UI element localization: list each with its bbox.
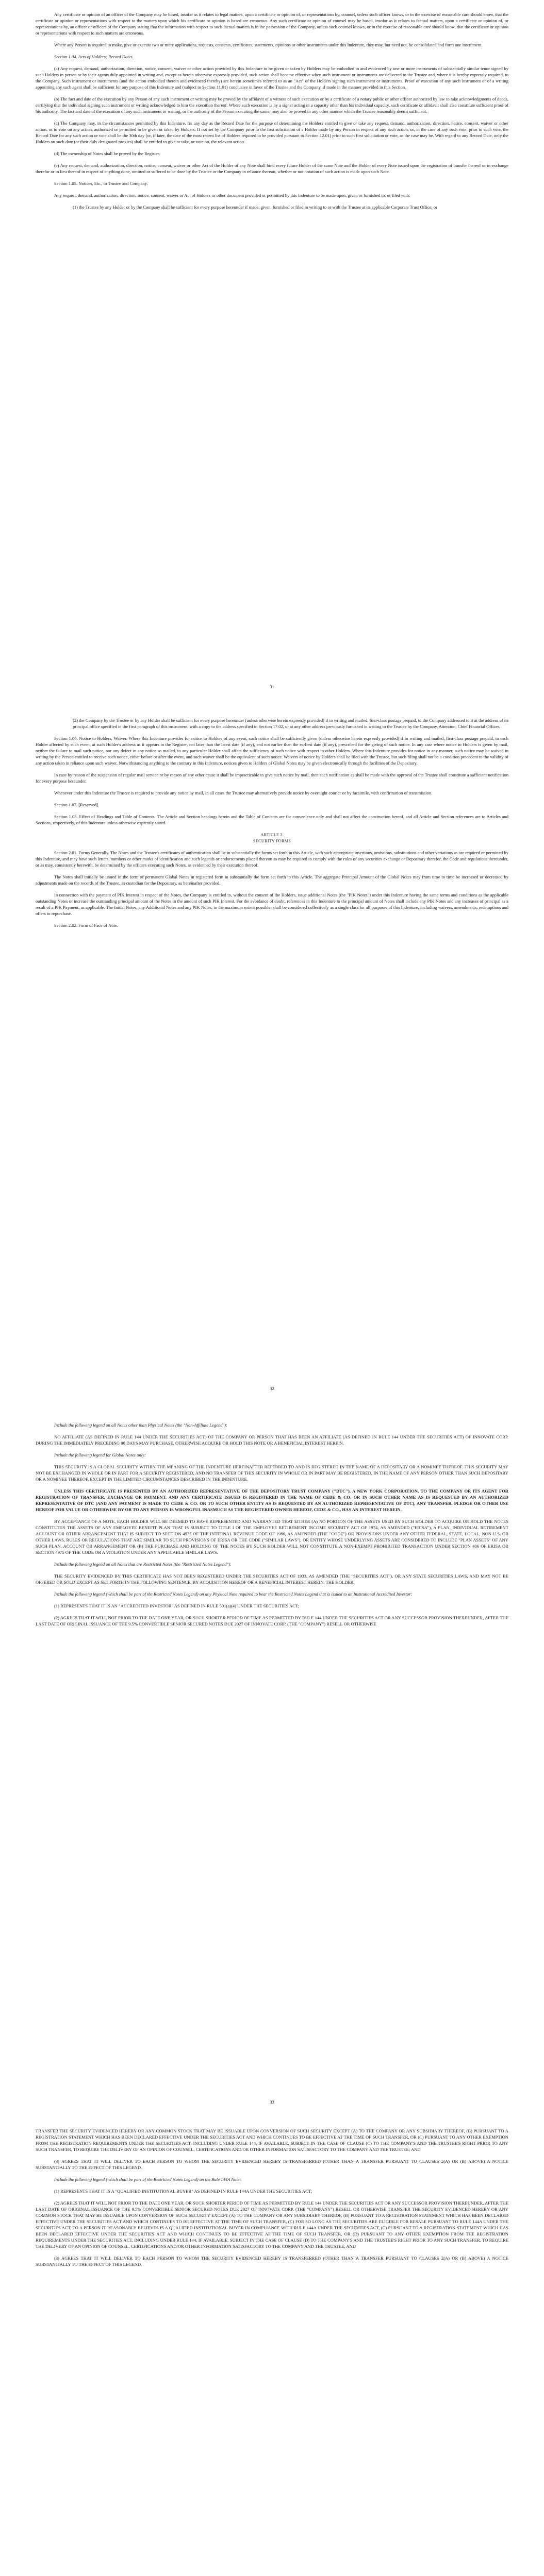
section-heading: Section 1.06. Notice to Holders; Waiver. — [54, 736, 127, 741]
paragraph: (e) Any request, demand, authorization, direction, notice, consent, waiver or other Act of the Holder of any Note shall bind every future Holder of the same Note and the Holder of every Note issued upon the registration of transfer thereof or in exchange therefor or in lieu thereof in respect of anything done, omitted or suffered to be done by the Trustee or the Company in reliance thereon, whether or not notation of such action is made upon such Note. — [36, 163, 508, 174]
legend-intro: Include the following legend for Global Notes only: — [54, 1452, 146, 1458]
list-item: (1) REPRESENTS THAT IT IS A "QUALIFIED INSTITUTIONAL BUYER" AS DEFINED IN RULE 144A UNDER THE SECURITIES ACT; — [54, 2189, 312, 2194]
page-31 — [0, 11, 544, 697]
list-item: (2) AGREES THAT IT WILL NOT PRIOR TO THE DATE ONE YEAR, OR SUCH SHORTER PERIOD OF TIME AS PERMITTED BY RULE 144 UNDER THE SECURITIES ACT OR ANY SUCCESSOR PROVISION THEREUNDER, AFTER THE LAST DATE OF ORIGINAL ISSUANCE OF THE 9.5% CONVERTIBLE SENIOR SECURED NOTES DUE 2027 OF INNOVATE CORP. (THE "COMPANY") RESELL OR OTHERWISE TRANSFER THE SECURITY EVIDENCED HEREBY OR ANY COMMON STOCK THAT MAY BE ISSUABLE UPON CONVERSION OF SUCH SECURITY EXCEPT (A) TO THE COMPANY OR ANY SUBSIDIARY THEREOF, (B) PURSUANT TO A REGISTRATION STATEMENT WHICH HAS BEEN DECLARED EFFECTIVE UNDER THE SECURITIES ACT AND WHICH CONTINUES TO BE EFFECTIVE AT THE TIME OF SUCH TRANSFER, (C) FOR SO LONG AS THE SECURITIES ARE ELIGIBLE FOR RESALE PURSUANT TO RULE 144A UNDER THE SECURITIES ACT, TO A PERSON IT REASONABLY BELIEVES IS A QUALIFIED INSTITUTIONAL BUYER IN COMPLIANCE WITH RULE 144A UNDER THE SECURITIES ACT, (C) PURSUANT TO A REGISTRATION STATEMENT WHICH HAS BEEN DECLARED EFFECTIVE UNDER THE SECURITIES ACT AND WHICH CONTINUES TO BE EFFECTIVE AT THE TIME OF SUCH TRANSFER, OR (D) PURSUANT TO ANY OTHER EXEMPTION FROM THE REGISTRATION REQUIREMENTS UNDER THE SECURITIES ACT, INCLUDING UNDER RULE 144, IF AVAILABLE, SUBJECT IN THE CASE OF CLAUSE (D) TO THE COMPANY'S AND THE TRUSTEE'S RIGHT PRIOR TO ANY SUCH TRANSFER, TO REQUIRE THE DELIVERY OF AN OPINION OF COUNSEL, CERTIFICATIONS AND/OR OTHER INFORMATION SATISFACTORY TO THE COMPANY AND THE TRUSTEE; AND — [36, 2200, 508, 2249]
list-item: (1) REPRESENTS THAT IT IS AN "ACCREDITED INVESTOR" AS DEFINED IN RULE 501(a)(4) UNDER THE SECURITIES ACT; — [54, 1603, 300, 1608]
page-34 — [0, 2128, 544, 2576]
paragraph: (c) The Company may, in the circumstances permitted by this Indenture, fix any day as the Record Date for the purpose of determining the Holders entitled to give or take any request, demand, authorization, direction, notice, consent, waiver or other action, or to vote on any action, authorized or permitted to be given or taken by Holders. If not set by the Company prior to the first solicitation of a Holder made by any Person in respect of any such action, or, in the case of any such vote, prior to such vote, the Record Date for any such action or vote shall be the 30th day (or, if later, the date of the most recent list of Holders required to be provided pursuant to Section 12.01) prior to such first solicitation or vote, as the case may be. With regard to any Record Date, only the Holders on such date (or their duly designated proxies) shall be entitled to give or take, or vote on, the relevant action. — [36, 121, 508, 144]
paragraph: The Notes shall initially be issued in the form of permanent Global Notes in registered form in substantially the form set forth in this Article. The aggregate Principal Amount of the Global Notes may from time to time be increased or decreased by adjustments made on the records of the Trustee, as custodian for the Depositary, as hereinafter provided. — [36, 874, 508, 886]
legend-intro: Include the following legend on all Notes that are Restricted Notes (the "Restricted Notes Legend"): — [54, 1562, 232, 1567]
list-item: (2) AGREES THAT IT WILL NOT PRIOR TO THE DATE ONE YEAR, OR SUCH SHORTER PERIOD OF TIME AS PERMITTED BY RULE 144 UNDER THE SECURITIES ACT OR ANY SUCCESSOR PROVISION THEREUNDER, AFTER THE LAST DATE OF ORIGINAL ISSUANCE OF THE 9.5% CONVERTIBLE SENIOR SECURED NOTES DUE 2027 OF INNOVATE CORP. (THE "COMPANY") RESELL OR OTHERWISE — [36, 1615, 508, 1626]
page-32 — [0, 717, 544, 1397]
paragraph: (d) The ownership of Notes shall be proved by the Register. — [54, 151, 160, 156]
paragraph: Section 2.02. Form of Face of Note. — [54, 923, 118, 928]
paragraph: Section 2.01. Forms Generally. The Notes and the Trustee's certificates of authentication shall be in substantially the forms set forth in this Article, with such appropriate insertions, omissions, substitutions and other variations as are required or permitted by this Indenture, and may have such letters, numbers or other marks of identification and such legends or endorsements placed thereon as may be required to comply with the rules of any securities exchange or Depositary therefor, the Code and regulations thereunder, or as may, consistently herewith, be determined by the officers executing such Notes, as evidenced by their execution thereof. — [36, 850, 508, 868]
paragraph: Any certificate or opinion of an officer of the Company may be based, insofar as it relates to legal matters, upon a certificate or opinion of, or representations by, counsel, unless such officer knows, or in the exercise of reasonable care should know, that the certificate or opinion or representations with respect to the matters upon which his certificate or opinion is based are erroneous. Any such certificate or opinion of counsel may be based, insofar as it relates to factual matters, upon a certificate or opinion of, or representations by, an officer or officers of the Company stating that the information with respect to such factual matters is in the possession of the Company, unless such counsel knows, or in the exercise of reasonable care should know, that the certificate or opinion or representations with respect to such matters are erroneous. — [36, 12, 508, 36]
section-heading: Section 1.05. Notices, Etc., to Trustee and Company. — [54, 181, 148, 186]
legend-text: NO AFFILIATE (AS DEFINED IN RULE 144 UNDER THE SECURITIES ACT) OF THE COMPANY OR PERSON THAT HAS BEEN AN AFFILIATE (AS DEFINED IN RULE 144 UNDER THE SECURITIES ACT) OF INNOVATE CORP. DURING THE IMMEDIATELY PRECEDING 90 DAYS MAY PURCHASE, OTHERWISE ACQUIRE OR HOLD THIS NOTE OR A BENEFICIAL INTEREST HEREIN. — [36, 1434, 508, 1446]
legend-intro: Include the following legend (which shall be part of the Restricted Notes Legend) on the Rule 144A Note: — [54, 2177, 241, 2182]
legend-intro: Include the following legend on all Notes other than Physical Notes (the "Non-Affiliate Legend"): — [54, 1422, 227, 1428]
legend-text: UNLESS THIS CERTIFICATE IS PRESENTED BY AN AUTHORIZED REPRESENTATIVE OF THE DEPOSITORY TRUST COMPANY ("DTC"), A NEW YORK CORPORATION, TO THE COMPANY OR ITS AGENT FOR REGISTRATION OF TRANSFER, EXCHANGE OR PAYMENT, AND ANY CERTIFICATE ISSUED IS REGISTERED IN THE NAME OF CEDE & CO. OR IN SUCH OTHER NAME AS IS REQUESTED BY AN AUTHORIZED REPRESENTATIVE OF DTC (AND ANY PAYMENT IS MADE TO CEDE & CO. OR TO SUCH OTHER ENTITY AS IS REQUESTED BY AN AUTHORIZED REPRESENTATIVE OF DTC), ANY TRANSFER, PLEDGE OR OTHER USE HEREOF FOR VALUE OR OTHERWISE BY OR TO ANY PERSON IS WRONGFUL INASMUCH AS THE REGISTERED OWNER HEREOF, CEDE & CO., HAS AN INTEREST HEREIN. — [36, 1488, 508, 1512]
list-item: (3) AGREES THAT IT WILL DELIVER TO EACH PERSON TO WHOM THE SECURITY EVIDENCED HEREBY IS TRANSFERRED (OTHER THAN A TRANSFER PURSUANT TO CLAUSES 2(A) OR (B) ABOVE) A NOTICE SUBSTANTIALLY TO THE EFFECT OF THIS LEGEND. — [36, 2159, 508, 2170]
section-heading: Section 1.04. Acts of Holders; Record Dates. — [54, 54, 134, 59]
page-33 — [0, 1422, 544, 2102]
list-item: (3) AGREES THAT IT WILL DELIVER TO EACH PERSON TO WHOM THE SECURITY EVIDENCED HEREBY IS TRANSFERRED (OTHER THAN A TRANSFER PURSUANT TO CLAUSES 2(A) OR (B) ABOVE) A NOTICE SUBSTANTIALLY TO THE EFFECT OF THIS LEGEND. — [36, 2256, 508, 2267]
paragraph: Section 1.07. [Reserved]. — [54, 802, 100, 807]
paragraph: Section 1.08. Effect of Headings and Table of Contents. The Article and Section headings herein and the Table of Contents are for convenience only and shall not affect the construction hereof, and all Article and Section references are to Articles and Sections, respectively, of this Indenture unless otherwise expressly stated. — [36, 814, 508, 825]
paragraph: Any request, demand, authorization, direction, notice, consent, waiver or Act of Holders or other document provided or permitted by this Indenture to be made upon, given or furnished to, or filed with: — [54, 193, 410, 198]
page-number: 31 — [270, 684, 274, 689]
article-subtitle: SECURITY FORMS — [253, 838, 291, 843]
paragraph: Whenever under this Indenture the Trustee is required to provide any notice by mail, in all cases the Trustee may alternatively provide notice by overnight courier or by facsimile, with confirmation of transmission. — [54, 790, 433, 795]
paragraph: Where any Person is required to make, give or execute two or more applications, requests, consents, certificates, statements, opinions or other instruments under this Indenture, they may, but need not, be consolidated and form one instrument. — [54, 42, 483, 47]
list-item: (2) the Company by the Trustee or by any Holder shall be sufficient for every purpose hereunder (unless otherwise herein expressly provided) if in writing and mailed, first-class postage prepaid, to the Company addressed to it at the address of its principal office specified in the first paragraph of this instrument, with a copy to the address specified in Section 17.02, or at any other address previously furnished in writing to the Trustee by the Company, Attention: Chief Financial Officer. — [73, 718, 508, 729]
page-number: 32 — [270, 1386, 274, 1391]
legend-text: TRANSFER THE SECURITY EVIDENCED HEREBY OR ANY COMMON STOCK THAT MAY BE ISSUABLE UPON CONVERSION OF SUCH SECURITY EXCEPT (A) TO THE COMPANY OR ANY SUBSIDIARY THEREOF, (B) PURSUANT TO A REGISTRATION STATEMENT WHICH HAS BEEN DECLARED EFFECTIVE UNDER THE SECURITIES ACT AND WHICH CONTINUES TO BE EFFECTIVE AT THE TIME OF SUCH TRANSFER, OR (C) PURSUANT TO ANY OTHER EXEMPTION FROM THE REGISTRATION REQUIREMENTS UNDER THE SECURITIES ACT, INCLUDING UNDER RULE 144, IF AVAILABLE, SUBJECT IN THE CASE OF CLAUSE (C) TO THE COMPANY'S AND THE TRUSTEE'S RIGHT PRIOR TO ANY SUCH TRANSFER, TO REQUIRE THE DELIVERY OF AN OPINION OF COUNSEL, CERTIFICATIONS AND/OR OTHER INFORMATION SATISFACTORY TO THE COMPANY AND THE TRUSTEE; AND — [36, 2128, 508, 2152]
paragraph: (b) The fact and date of the execution by any Person of any such instrument or writing may be proved by the affidavit of a witness of such execution or by a certificate of a notary public or other officer authorized by law to take acknowledgments of deeds, certifying that the individual signing such instrument or writing acknowledged to him the execution thereof. Where such execution is by a signer acting in a capacity other than his individual capacity, such certificate or affidavit shall also constitute sufficient proof of his authority. The fact and date of the execution of any such instrument or writing, or the authority of the Person executing the same, may also be proved in any other manner which the Trustee reasonably deems sufficient. — [36, 96, 508, 114]
legend-text: THE SECURITY EVIDENCED BY THIS CERTIFICATE HAS NOT BEEN REGISTERED UNDER THE SECURITIES ACT OF 1933, AS AMENDED (THE "SECURITIES ACT"), OR ANY STATE SECURITIES LAWS, AND MAY NOT BE OFFERED OR SOLD EXCEPT AS SET FORTH IN THE FOLLOWING SENTENCE. BY ACQUISITION HEREOF OR A BENEFICIAL INTEREST HEREIN, THE HOLDER: — [36, 1573, 508, 1585]
list-item: (1) the Trustee by any Holder or by the Company shall be sufficient for every purpose hereunder if made, given, furnished or filed in writing to or with the Trustee at its applicable Corporate Trust Office; or — [73, 205, 438, 210]
paragraph — [36, 735, 508, 766]
paragraph: (a) Any request, demand, authorization, direction, notice, consent, waiver or other action provided by this Indenture to be given or taken by Holders may be embodied in and evidenced by one or more instruments of substantially similar tenor signed by such Holders in person or by their agents duly appointed in writing and, except as herein otherwise expressly provided, such action shall become effective when such instrument or instruments are delivered to the Trustee and, where it is hereby expressly required, to the Company. Such instrument or instruments (and the action embodied therein and evidenced thereby) are herein sometimes referred to as an "Act" of the Holders signing such instrument or instruments. Proof of execution of any such instrument or of a writing appointing any such agent shall be sufficient for any purpose of this Indenture and (subject to Section 11.01) conclusive in favor of the Trustee and the Company, if made in the manner provided in this Section. — [36, 66, 508, 90]
paragraph: In connection with the payment of PIK Interest in respect of the Notes, the Company is entitled to, without the consent of the Holders, issue additional Notes (the "PIK Notes") under this Indenture having the same terms and conditions as the applicable outstanding Notes or increase the outstanding principal amount of the Notes in the amount of such PIK Interest. For the avoidance of doubt, references in this Indenture to the principal amount of Notes shall include any PIK Notes and any increases of principal as a result of a PIK Payment, as applicable. The Initial Notes, any Additional Notes and any PIK Notes, to the maximum extent possible, shall be considered collectively as a single class for all purposes of this Indenture, including waivers, amendments, redemptions and offers to repurchase. — [36, 892, 508, 916]
paragraph: In case by reason of the suspension of regular mail service or by reason of any other cause it shall be impracticable to give such notice by mail, then such notification as shall be made with the approval of the Trustee shall constitute a sufficient notification for every purpose hereunder. — [36, 772, 508, 784]
article-title: ARTICLE 2. — [260, 832, 284, 837]
paragraph-text: Where this Indenture provides for notice to Holders of any event, such notice shall be sufficiently given (unless otherwise herein expressly provided) if in writing and mailed, first-class postage prepaid, to each Holder affected by such event, at such Holder's address as it appears in the Register, not later than the latest date (if any), and not earlier than the earliest date (if any), prescribed for the giving of such notice. In any case where notice to Holders is given by mail, neither the failure to mail such notice, nor any defect in any notice so mailed, to any particular Holder shall affect the sufficiency of such notice with respect to other Holders. Where this Indenture provides for notice in any manner, such notice may be waived in writing by the Person entitled to receive such notice, either before or after the event, and such waiver shall be the equivalent of such notice. Waivers of notice by Holders shall be filed with the Trustee, but such filing shall not be a condition precedent to the validity of any action taken in reliance upon such waiver. Notwithstanding anything to the contrary in this Indenture, notices given to Holders of Global Notes may be given electronically through the facilities of the Depositary. — [36, 736, 509, 766]
legend-intro: Include the following legend (which shall be part of the Restricted Notes Legend) on any Physical Note required to bear the Restricted Notes Legend that is issued to an Institutional Accredited Investor: — [54, 1591, 413, 1597]
legend-text: BY ACCEPTANCE OF A NOTE, EACH HOLDER WILL BE DEEMED TO HAVE REPRESENTED AND WARRANTED THAT EITHER (A) NO PORTION OF THE ASSETS USED BY SUCH HOLDER TO ACQUIRE OR HOLD THE NOTES CONSTITUTES THE ASSETS OF ANY EMPLOYEE BENEFIT PLAN THAT IS SUBJECT TO TITLE I OF THE EMPLOYEE RETIREMENT INCOME SECURITY ACT OF 1974, AS AMENDED ("ERISA"), A PLAN, INDIVIDUAL RETIREMENT ACCOUNT OR OTHER ARRANGEMENT THAT IS SUBJECT TO SECTION 4975 OF THE INTERNAL REVENUE CODE OF 1986, AS AMENDED (THE "CODE") OR PROVISIONS UNDER ANY OTHER FEDERAL, STATE, LOCAL, NON-U.S. OR OTHER LAWS, RULES OR REGULATIONS THAT ARE SIMILAR TO SUCH PROVISIONS OF ERISA OR THE CODE ("SIMILAR LAWS"), OR ENTITY WHOSE UNDERLYING ASSETS ARE CONSIDERED TO INCLUDE "PLAN ASSETS" OF ANY SUCH PLAN, ACCOUNT OR ARRANGEMENT OR (B) THE PURCHASE AND HOLDING OF THE NOTES BY SUCH HOLDER WILL NOT CONSTITUTE A NON-EXEMPT PROHIBITED TRANSACTION UNDER SECTION 406 OF ERISA OR SECTION 4975 OF THE CODE OR A VIOLATION UNDER ANY APPLICABLE SIMILAR LAWS. — [36, 1519, 508, 1555]
legend-text: THIS SECURITY IS A GLOBAL SECURITY WITHIN THE MEANING OF THE INDENTURE HEREINAFTER REFERRED TO AND IS REGISTERED IN THE NAME OF A DEPOSITARY OR A NOMINEE THEREOF. THIS SECURITY MAY NOT BE EXCHANGED IN WHOLE OR IN PART FOR A SECURITY REGISTERED, AND NO TRANSFER OF THIS SECURITY IN WHOLE OR IN PART MAY BE REGISTERED, IN THE NAME OF ANY PERSON OTHER THAN SUCH DEPOSITARY OR A NOMINEE THEREOF, EXCEPT IN THE LIMITED CIRCUMSTANCES DESCRIBED IN THE INDENTURE. — [36, 1464, 508, 1482]
page-number: 33 — [270, 2099, 274, 2105]
